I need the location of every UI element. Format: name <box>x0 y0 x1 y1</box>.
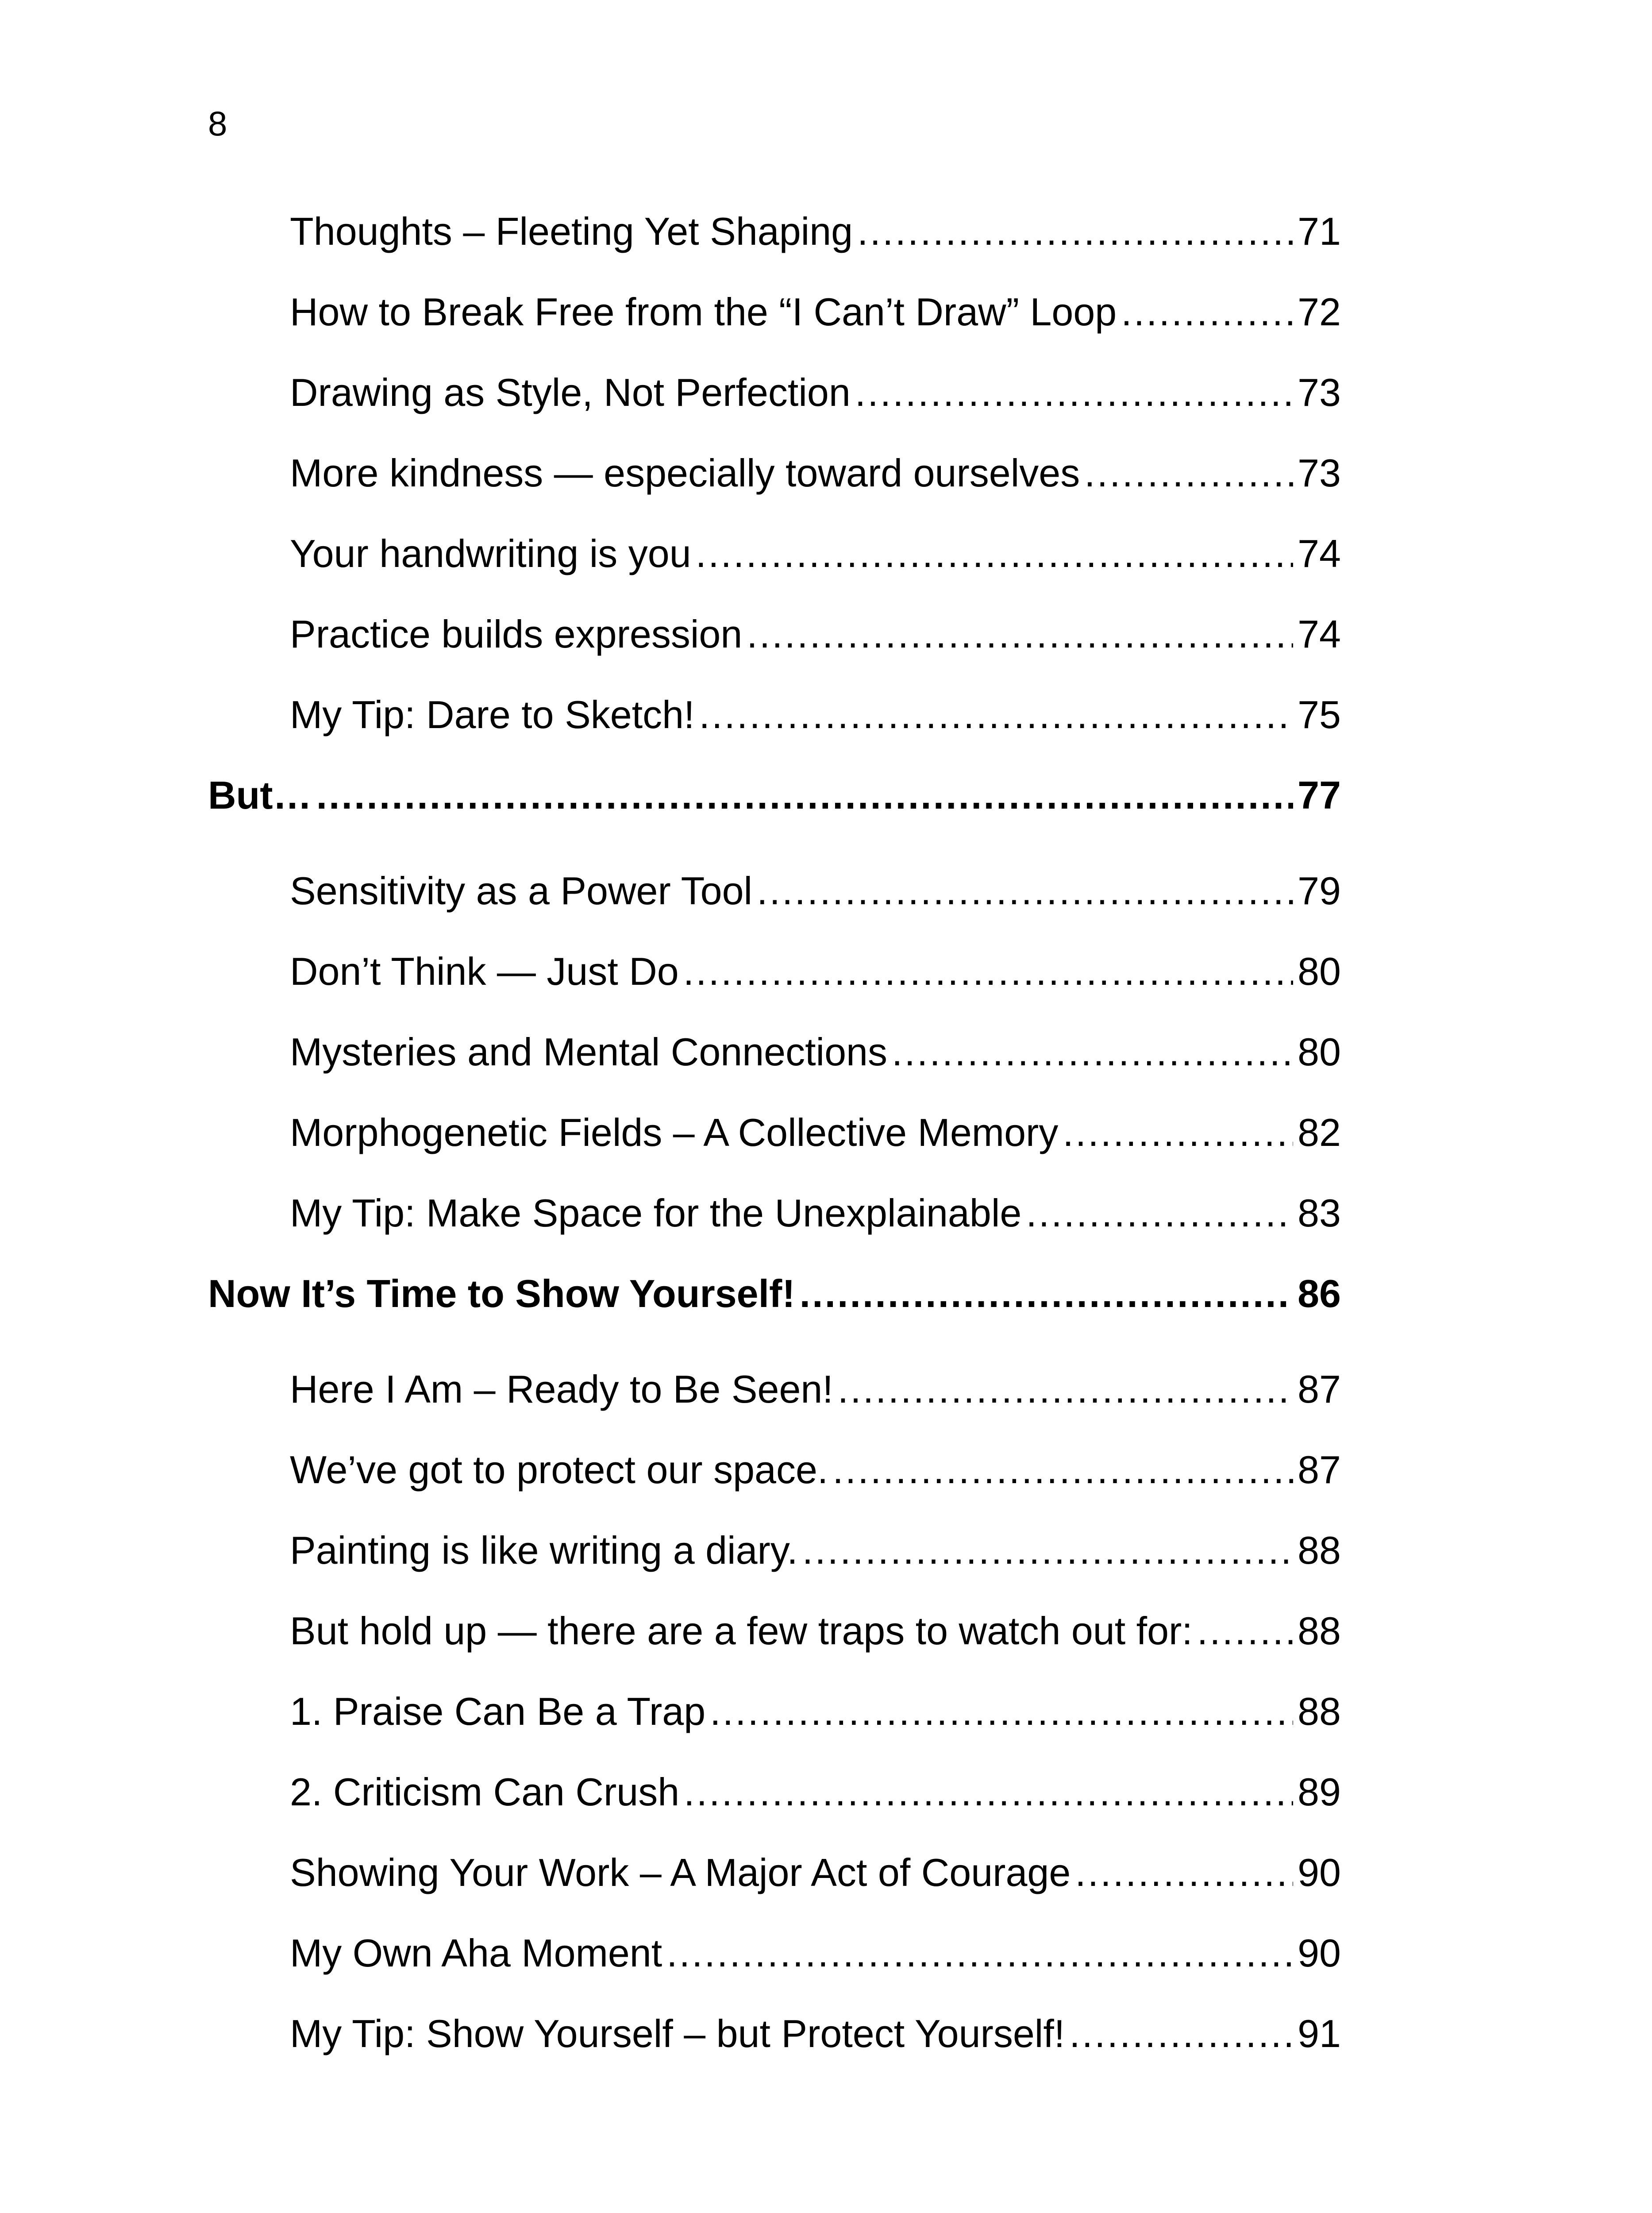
toc-leader-dots <box>696 530 1293 577</box>
toc-chapter-page: 77 <box>1298 773 1341 817</box>
toc-entry-title: Mysteries and Mental Connections <box>290 1030 887 1074</box>
table-of-contents <box>208 208 1341 2091</box>
toc-entry-title: But hold up — there are a few traps to watch out for: <box>290 1609 1193 1653</box>
toc-entry-title: 2. Criticism Can Crush <box>290 1770 680 1814</box>
toc-entry[interactable] <box>208 1366 1341 1446</box>
toc-leader-dots <box>892 1029 1293 1076</box>
toc-entry-page: 87 <box>1298 1448 1341 1492</box>
toc-entry[interactable] <box>208 369 1341 450</box>
toc-entry[interactable] <box>208 1769 1341 1849</box>
toc-entry-page: 74 <box>1298 532 1341 575</box>
toc-entry[interactable] <box>208 2010 1341 2091</box>
toc-entry-title: Painting is like writing a diary. <box>290 1528 798 1572</box>
toc-entry[interactable] <box>208 867 1341 948</box>
toc-leader-dots <box>684 1769 1293 1816</box>
toc-leader-dots <box>1069 2010 1293 2057</box>
toc-leader-dots <box>1084 450 1293 497</box>
toc-leader-dots <box>683 948 1293 995</box>
toc-entry-title: Don’t Think — Just Do <box>290 949 679 993</box>
toc-entry-title: Morphogenetic Fields – A Collective Memory <box>290 1110 1059 1154</box>
toc-entry[interactable] <box>208 1446 1341 1527</box>
toc-entry-page: 90 <box>1298 1851 1341 1894</box>
toc-leader-dots <box>1121 289 1293 335</box>
toc-leader-dots <box>1197 1608 1293 1654</box>
toc-entry-page: 75 <box>1298 693 1341 736</box>
toc-leader-dots <box>699 691 1294 738</box>
toc-entry-title: 1. Praise Can Be a Trap <box>290 1689 706 1733</box>
toc-leader-dots <box>838 1366 1293 1413</box>
toc-leader-dots <box>802 1527 1293 1574</box>
toc-entry-title: Practice builds expression <box>290 612 743 656</box>
toc-entry-title: My Own Aha Moment <box>290 1931 662 1975</box>
toc-entry-page: 87 <box>1298 1367 1341 1411</box>
toc-entry-title: Here I Am – Ready to Be Seen! <box>290 1367 833 1411</box>
toc-entry-page: 79 <box>1298 869 1341 913</box>
toc-entry-page: 89 <box>1298 1770 1341 1814</box>
toc-entry-page: 73 <box>1298 370 1341 414</box>
toc-chapter-page: 86 <box>1298 1272 1341 1315</box>
toc-entry-title: We’ve got to protect our space. <box>290 1448 828 1492</box>
toc-entry-page: 80 <box>1298 949 1341 993</box>
toc-entry[interactable] <box>208 1688 1341 1769</box>
toc-entry-title: Sensitivity as a Power Tool <box>290 869 753 913</box>
toc-entry-title: My Tip: Show Yourself – but Protect Yourself! <box>290 2012 1065 2055</box>
toc-leader-dots <box>757 867 1293 914</box>
page-number: 8 <box>208 104 227 143</box>
toc-entry-page: 83 <box>1298 1191 1341 1235</box>
toc-chapter-entry[interactable] <box>208 772 1341 852</box>
toc-entry[interactable] <box>208 1109 1341 1190</box>
toc-leader-dots <box>832 1446 1293 1493</box>
toc-entry[interactable] <box>208 1849 1341 1930</box>
toc-entry[interactable] <box>208 948 1341 1029</box>
toc-entry-title: How to Break Free from the “I Can’t Draw” Loop <box>290 290 1117 334</box>
toc-entry[interactable] <box>208 530 1341 611</box>
toc-entry[interactable] <box>208 289 1341 369</box>
toc-entry-page: 88 <box>1298 1689 1341 1733</box>
toc-entry-title: Drawing as Style, Not Perfection <box>290 370 851 414</box>
toc-leader-dots <box>1026 1190 1293 1237</box>
toc-entry[interactable] <box>208 1527 1341 1608</box>
toc-entry[interactable] <box>208 1930 1341 2010</box>
toc-entry-title: Showing Your Work – A Major Act of Courage <box>290 1851 1071 1894</box>
toc-entry[interactable] <box>208 691 1341 772</box>
toc-entry[interactable] <box>208 1190 1341 1270</box>
toc-entry-title: More kindness — especially toward ourselves <box>290 451 1080 495</box>
toc-entry[interactable] <box>208 611 1341 691</box>
toc-leader-dots <box>316 772 1294 819</box>
toc-leader-dots <box>855 369 1293 416</box>
toc-leader-dots <box>857 208 1293 255</box>
toc-entry-page: 88 <box>1298 1528 1341 1572</box>
toc-chapter-entry[interactable] <box>208 1270 1341 1351</box>
toc-entry-page: 90 <box>1298 1931 1341 1975</box>
toc-entry[interactable] <box>208 208 1341 289</box>
toc-leader-dots <box>1075 1849 1293 1896</box>
toc-leader-dots <box>800 1270 1293 1317</box>
toc-entry-title: Thoughts – Fleeting Yet Shaping <box>290 209 853 253</box>
toc-entry[interactable] <box>208 450 1341 530</box>
toc-entry-page: 88 <box>1298 1609 1341 1653</box>
toc-chapter-title: But… <box>208 773 312 817</box>
toc-entry-title: Your handwriting is you <box>290 532 691 575</box>
toc-entry-page: 71 <box>1298 209 1341 253</box>
toc-leader-dots <box>747 611 1293 658</box>
toc-entry-page: 80 <box>1298 1030 1341 1074</box>
toc-entry-page: 91 <box>1298 2012 1341 2055</box>
toc-entry-page: 82 <box>1298 1110 1341 1154</box>
toc-entry-title: My Tip: Dare to Sketch! <box>290 693 695 736</box>
toc-entry-page: 74 <box>1298 612 1341 656</box>
toc-leader-dots <box>1063 1109 1293 1156</box>
toc-entry-page: 73 <box>1298 451 1341 495</box>
toc-entry[interactable] <box>208 1608 1341 1688</box>
toc-entry[interactable] <box>208 1029 1341 1109</box>
toc-leader-dots <box>710 1688 1293 1735</box>
toc-leader-dots <box>666 1930 1293 1977</box>
toc-entry-page: 72 <box>1298 290 1341 334</box>
toc-chapter-title: Now It’s Time to Show Yourself! <box>208 1272 795 1315</box>
toc-entry-title: My Tip: Make Space for the Unexplainable <box>290 1191 1022 1235</box>
